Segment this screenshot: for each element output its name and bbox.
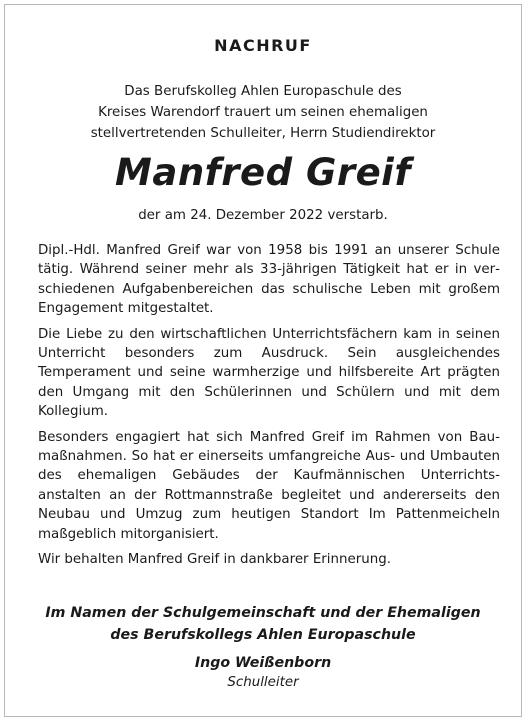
death-date-line: der am 24. Dezember 2022 verstarb. <box>138 208 388 223</box>
closing-line: des Berufskollegs Ahlen Europaschule <box>110 627 416 643</box>
intro-line: Das Berufskolleg Ahlen Europaschule des <box>124 84 402 99</box>
closing-line: Im Namen der Schulgemeinschaft und der Ehemaligen <box>45 605 481 621</box>
intro-line: stellvertretenden Schulleiter, Herrn Studiendirektor <box>90 126 436 141</box>
deceased-name: Manfred Greif <box>115 151 411 194</box>
closing-statement <box>5 602 521 646</box>
notice-body <box>38 241 500 576</box>
intro-text <box>5 81 521 144</box>
signer-role: Schulleiter <box>227 675 299 690</box>
intro-line: Kreises Warendorf trauert um seinen ehemaligen <box>98 105 428 120</box>
notice-heading: NACHRUF <box>214 36 312 55</box>
obituary-notice <box>4 4 522 717</box>
signer-name: Ingo Weißenborn <box>194 655 332 671</box>
body-paragraph: Wir behalten Manfred Greif in dankbarer Erinnerung. <box>38 552 391 568</box>
body-paragraph: Die Liebe zu den wirtschaftlichen Unterrichtsfächern kam in seinen Unterricht besonders zum Ausdruck. Sein ausgleichendes Temperament und seine warmherzige und hilfsbereite Art prägten den Umgang mit den Schülerinnen und Schülern und mit dem Kollegium. <box>38 326 500 420</box>
body-paragraph: Besonders engagiert hat sich Manfred Greif im Rahmen von Baumaßnahmen. So hat er einerseits umfangreiche Aus- und Umbauten des ehemaligen Gebäudes der Kaufmännischen Unterrichtsanstalten an der Rottmannstraße begleitet und andererseits den Neubau und Umzug zum heutigen Standort Im Pattenmeicheln maßgeblich mitorganisiert. <box>38 429 500 542</box>
body-paragraph: Dipl.-Hdl. Manfred Greif war von 1958 bis 1991 an unserer Schule tätig. Während seiner mehr als 33-jährigen Tätigkeit hat er in verschiedenen Aufgabenbereichen das schulische Leben mit großem Engagement mitgestaltet. <box>38 243 500 317</box>
